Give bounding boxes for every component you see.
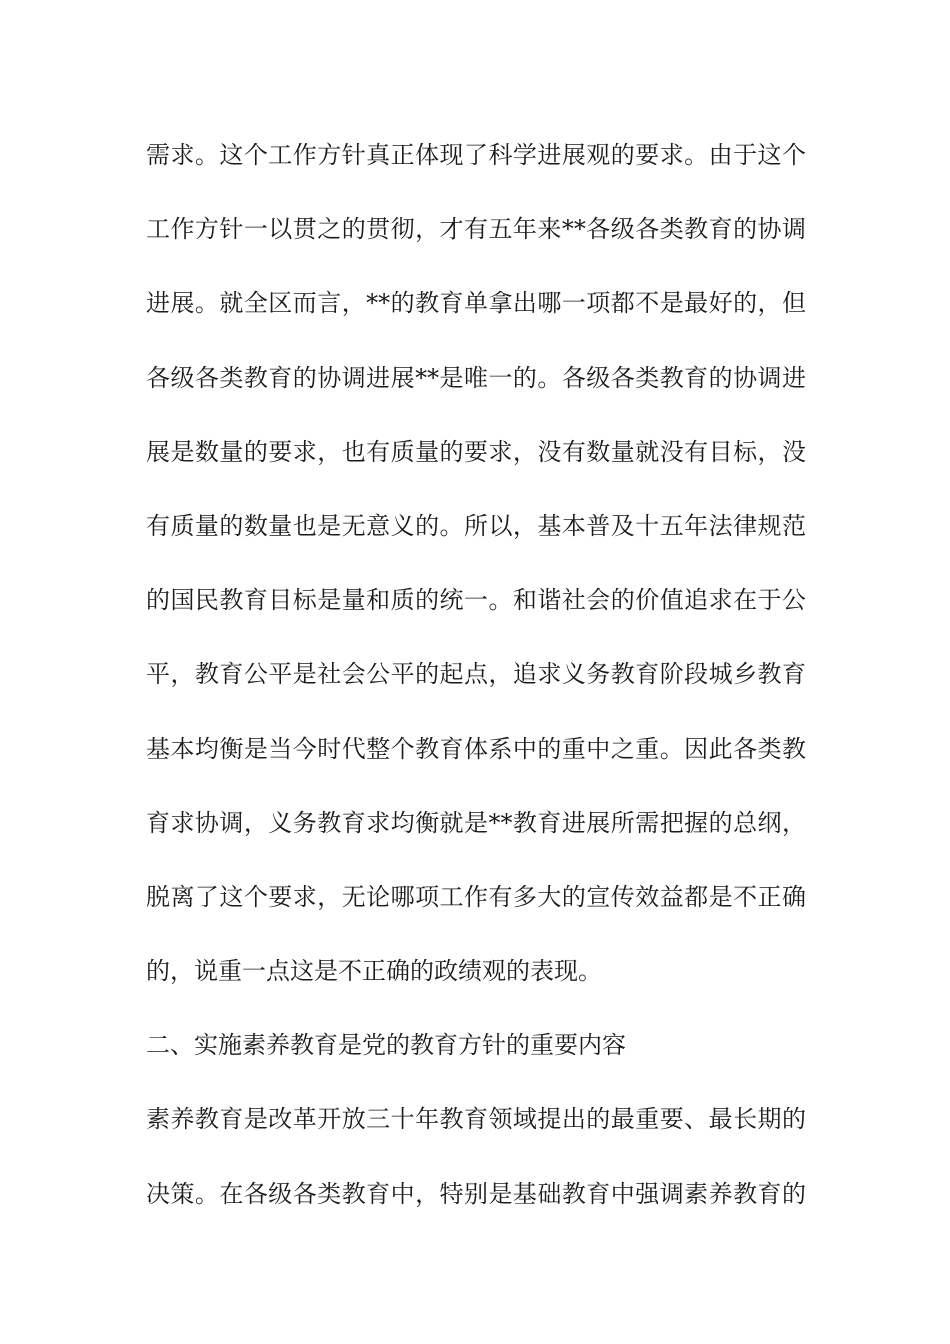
text-line: 育求协调，义务教育求均衡就是**教育进展所需把握的总纲， — [146, 808, 806, 837]
section-heading: 二、实施素养教育是党的教育方针的重要内容 — [146, 1031, 626, 1060]
text-line: 各级各类教育的协调进展**是唯一的。各级各类教育的协调进 — [146, 363, 806, 392]
text-line: 展是数量的要求，也有质量的要求，没有数量就没有目标，没 — [146, 437, 806, 466]
text-line: 有质量的数量也是无意义的。所以，基本普及十五年法律规范 — [146, 511, 806, 540]
text-line: 脱离了这个要求，无论哪项工作有多大的宣传效益都是不正确 — [146, 882, 806, 911]
text-line: 需求。这个工作方针真正体现了科学进展观的要求。由于这个 — [146, 141, 806, 169]
text-line: 工作方针一以贯之的贯彻，才有五年来**各级各类教育的协调 — [146, 215, 806, 244]
text-line: 决策。在各级各类教育中，特别是基础教育中强调素养教育的 — [146, 1179, 806, 1208]
body-text — [146, 129, 806, 1242]
text-line: 平，教育公平是社会公平的起点，追求义务教育阶段城乡教育 — [146, 660, 806, 689]
paragraph-last-line: 的，说重一点这是不正确的政绩观的表现。 — [146, 957, 602, 986]
text-line: 的国民教育目标是量和质的统一。和谐社会的价值追求在于公 — [146, 586, 806, 615]
text-line: 进展。就全区而言，**的教育单拿出哪一项都不是最好的，但 — [146, 289, 806, 318]
text-line: 素养教育是改革开放三十年教育领域提出的最重要、最长期的 — [146, 1105, 806, 1134]
text-line: 基本均衡是当今时代整个教育体系中的重中之重。因此各类教 — [146, 734, 806, 763]
